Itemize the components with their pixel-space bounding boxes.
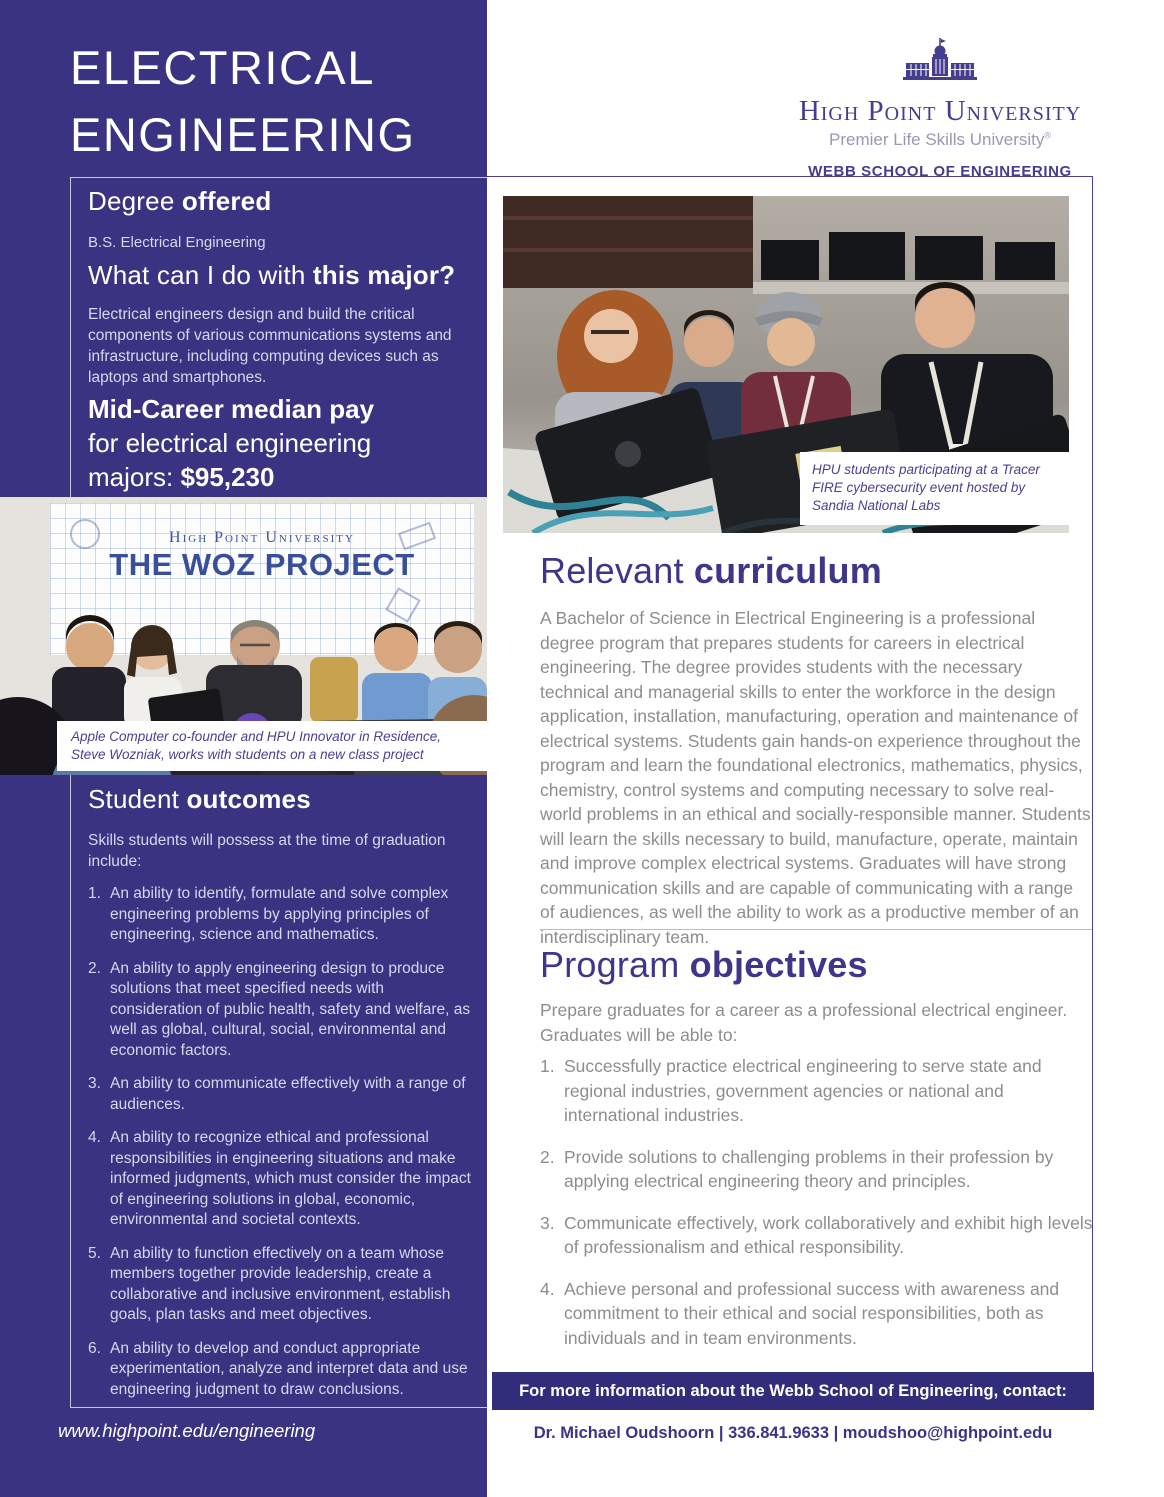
contact-info[interactable]: Dr. Michael Oudshoorn | 336.841.9633 | moudshoo@highpoint.edu bbox=[533, 1424, 1053, 1442]
pay-line-3-regular: majors: bbox=[88, 462, 181, 492]
woz-photo-caption bbox=[57, 721, 487, 771]
objective-item: Communicate effectively, work collaboratively and exhibit high levels of professionalism and ethical responsibility. bbox=[564, 1212, 1093, 1257]
major-heading bbox=[88, 260, 455, 291]
major-description: Electrical engineers design and build the critical components of various communications systems and infrastructure, including computing devices such as laptops and smartphones. bbox=[88, 306, 452, 386]
outcome-item: An ability to recognize ethical and professional responsibilities in engineering situations and make informed judgments, which must consider the impact of engineering solutions in global, economic, environmental and societal contexts. bbox=[110, 1129, 471, 1228]
hpu-logo bbox=[760, 38, 1120, 180]
pay-line-3 bbox=[88, 460, 374, 494]
university-tagline bbox=[760, 130, 1120, 150]
classroom-photo-caption: HPU students participating at a Tracer FIRE cybersecurity event hosted by Sandia National Labs bbox=[800, 452, 1069, 525]
pay-line-1-text: Mid-Career median pay bbox=[88, 394, 375, 424]
pay-line-2: for electrical engineering bbox=[88, 428, 372, 458]
woz-caption-line-2: Steve Wozniak, works with students on a new class project bbox=[71, 746, 424, 762]
outcomes-heading bbox=[88, 784, 311, 815]
curriculum-heading bbox=[540, 550, 882, 592]
woz-caption-line-1: Apple Computer co-founder and HPU Innovator in Residence, bbox=[71, 729, 441, 744]
outcome-item: An ability to identify, formulate and solve complex engineering problems by applying principles of engineering, science and mathematics. bbox=[110, 885, 449, 943]
trademark-symbol: ® bbox=[1044, 130, 1052, 141]
objectives-heading-regular: Program bbox=[540, 944, 690, 985]
outcome-item: An ability to apply engineering design to produce solutions that meet specified needs with consideration of public health, safety and welfare, as well as global, cultural, social, environmental and economic factors. bbox=[110, 959, 471, 1059]
website-link[interactable]: www.highpoint.edu/engineering bbox=[58, 1420, 316, 1441]
curriculum-heading-regular: Relevant bbox=[540, 550, 694, 591]
objective-item: Provide solutions to challenging problems in their profession by applying electrical engineering theory and principles. bbox=[564, 1146, 1054, 1191]
woz-project-photo bbox=[0, 497, 487, 775]
building-icon bbox=[903, 38, 977, 86]
pay-block bbox=[88, 392, 374, 494]
outcomes-list bbox=[88, 884, 478, 1413]
outcomes-intro: Skills students will possess at the time of graduation include: bbox=[88, 832, 446, 870]
objectives-heading-bold: objectives bbox=[689, 944, 868, 985]
contact-banner: For more information about the Webb School of Engineering, contact: bbox=[492, 1372, 1094, 1410]
curriculum-heading-bold: curriculum bbox=[693, 550, 882, 591]
woz-banner-title: THE WOZ PROJECT bbox=[109, 547, 415, 582]
objectives-intro: Prepare graduates for a career as a professional electrical engineer. Graduates will be able to: bbox=[540, 1000, 1068, 1045]
outcome-item: An ability to develop and conduct appropriate experimentation, analyze and interpret data and use engineering judgment to draw conclusions. bbox=[110, 1339, 468, 1398]
outcomes-heading-bold: outcomes bbox=[186, 784, 311, 814]
woz-banner-university: High Point University bbox=[169, 529, 355, 546]
curriculum-body: A Bachelor of Science in Electrical Engineering is a professional degree program that prepares students for careers in electrical engineering. The degree provides students with the necessary technical and managerial skills to enter the workforce in the design application, installation, manufacturing, operation and maintenance of electrical systems. Students gain hands-on experience throughout the program and learn the foundational electronics, mathematics, physics, chemistry, control systems and computing necessary to solve real-world problems in an ethical and socially-responsible manner. Students will learn the skills necessary to build, manufacture, operate, maintain and improve complex electrical systems. Graduates will have strong communication skills and are capable of communicating with a range of audiences, as well the ability to work as a productive member of an interdisciplinary team. bbox=[540, 608, 1091, 947]
pay-line-1 bbox=[88, 392, 374, 426]
degree-value: B.S. Electrical Engineering bbox=[88, 234, 266, 251]
objective-item: Successfully practice electrical engineering to serve state and regional industries, government agencies or national and international industries. bbox=[564, 1056, 1042, 1125]
objectives-heading bbox=[540, 944, 868, 986]
page-title bbox=[70, 34, 416, 168]
objective-item: Achieve personal and professional success with awareness and commitment to their ethical and social responsibilities, both as individuals and in team environments. bbox=[564, 1278, 1060, 1348]
pay-amount: $95,230 bbox=[180, 462, 275, 492]
objectives-list bbox=[540, 1054, 1100, 1367]
school-name: WEBB SCHOOL OF ENGINEERING bbox=[808, 163, 1072, 180]
right-frame-top-line bbox=[487, 176, 1093, 177]
classroom-photo bbox=[503, 196, 1069, 533]
major-heading-regular: What can I do with bbox=[88, 260, 313, 290]
degree-offered-heading bbox=[88, 186, 271, 217]
outcome-item: An ability to function effectively on a team whose members together provide leadership, create a collaborative and inclusive environment, establish goals, plan tasks and meet objectives. bbox=[110, 1244, 451, 1323]
title-line-2: ENGINEERING bbox=[70, 108, 416, 161]
title-line-1: ELECTRICAL bbox=[70, 41, 375, 94]
major-heading-bold: this major? bbox=[312, 260, 456, 290]
tagline-text: Premier Life Skills University bbox=[828, 130, 1045, 149]
outcome-item: An ability to communicate effectively with a range of audiences. bbox=[110, 1075, 466, 1113]
section-divider bbox=[540, 929, 1092, 930]
degree-heading-bold: offered bbox=[181, 186, 272, 216]
outcomes-heading-regular: Student bbox=[88, 784, 187, 814]
university-name: High Point University bbox=[798, 95, 1082, 127]
degree-heading-regular: Degree bbox=[88, 186, 182, 216]
